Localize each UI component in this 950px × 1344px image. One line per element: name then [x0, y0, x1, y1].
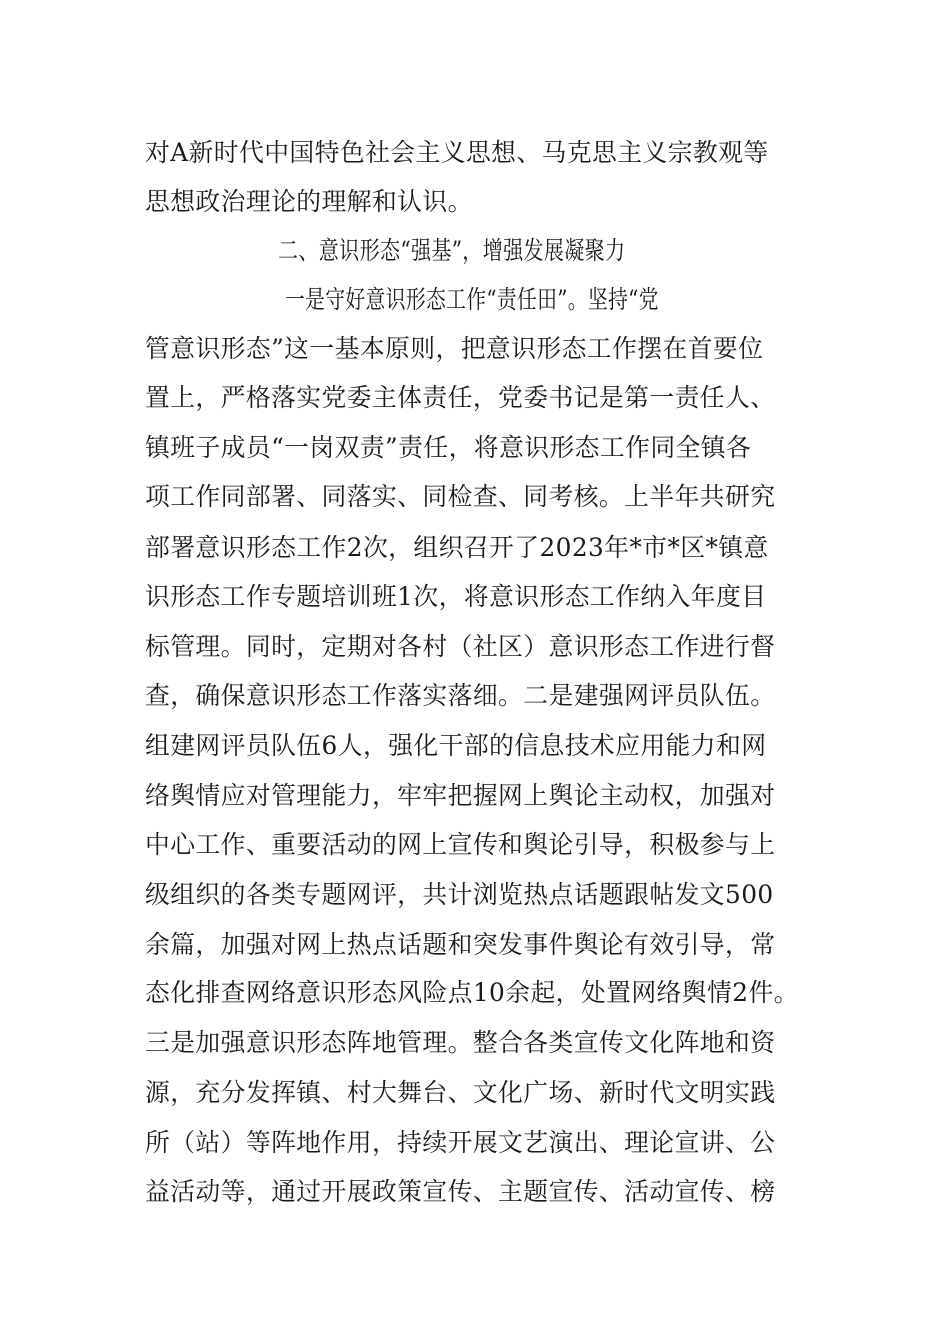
body-text-line: 三是加强意识形态阵地管理。整合各类宣传文化阵地和资: [145, 1028, 776, 1057]
body-text-line: 标管理。同时，定期对各村（社区）意识形态工作进行督: [145, 632, 776, 661]
body-text-line: 对A新时代中国特色社会主义思想、马克思主义宗教观等: [145, 138, 769, 167]
body-text-line: 查，确保意识形态工作落实落细。二是建强网评员队伍。: [145, 681, 776, 710]
body-text-line: 源，充分发挥镇、村大舞台、文化广场、新时代文明实践: [145, 1078, 776, 1107]
body-text-line: 项工作同部署、同落实、同检查、同考核。上半年共研究: [145, 482, 776, 511]
body-text-line: 部署意识形态工作2次，组织召开了2023年*市*区*镇意: [145, 533, 769, 562]
body-text-line: 置上，严格落实党委主体责任，党委书记是第一责任人、: [145, 383, 776, 412]
body-text-line: 思想政治理论的理解和认识。: [145, 187, 473, 216]
body-text-line: 余篇，加强对网上热点话题和突发事件舆论有效引导，常: [145, 930, 776, 959]
body-text-line: 管意识形态”这一基本原则，把意识形态工作摆在首要位: [145, 334, 764, 363]
body-text-line: 态化排查网络意识形态风险点10余起，处置网络舆情2件。: [145, 978, 799, 1007]
body-text-line: 络舆情应对管理能力，牢牢把握网上舆论主动权，加强对: [145, 781, 776, 810]
body-text-line: 组建网评员队伍6人，强化干部的信息技术应用能力和网: [145, 731, 767, 760]
section-heading: 二、意识形态“强基”，增强发展凝聚力: [278, 236, 626, 265]
body-text-line: 所（站）等阵地作用，持续开展文艺演出、理论宣讲、公: [145, 1128, 776, 1157]
body-text-line: 益活动等，通过开展政策宣传、主题宣传、活动宣传、榜: [145, 1177, 776, 1206]
body-text-line: 级组织的各类专题网评，共计浏览热点话题跟帖发文500: [145, 880, 774, 909]
paragraph-first-line: 一是守好意识形态工作“责任田”。坚持“党: [285, 285, 659, 314]
body-text-line: 中心工作、重要活动的网上宣传和舆论引导，积极参与上: [145, 830, 776, 859]
body-text-line: 识形态工作专题培训班1次，将意识形态工作纳入年度目: [145, 582, 767, 611]
body-text-line: 镇班子成员“一岗双责”责任，将意识形态工作同全镇各: [145, 433, 752, 462]
